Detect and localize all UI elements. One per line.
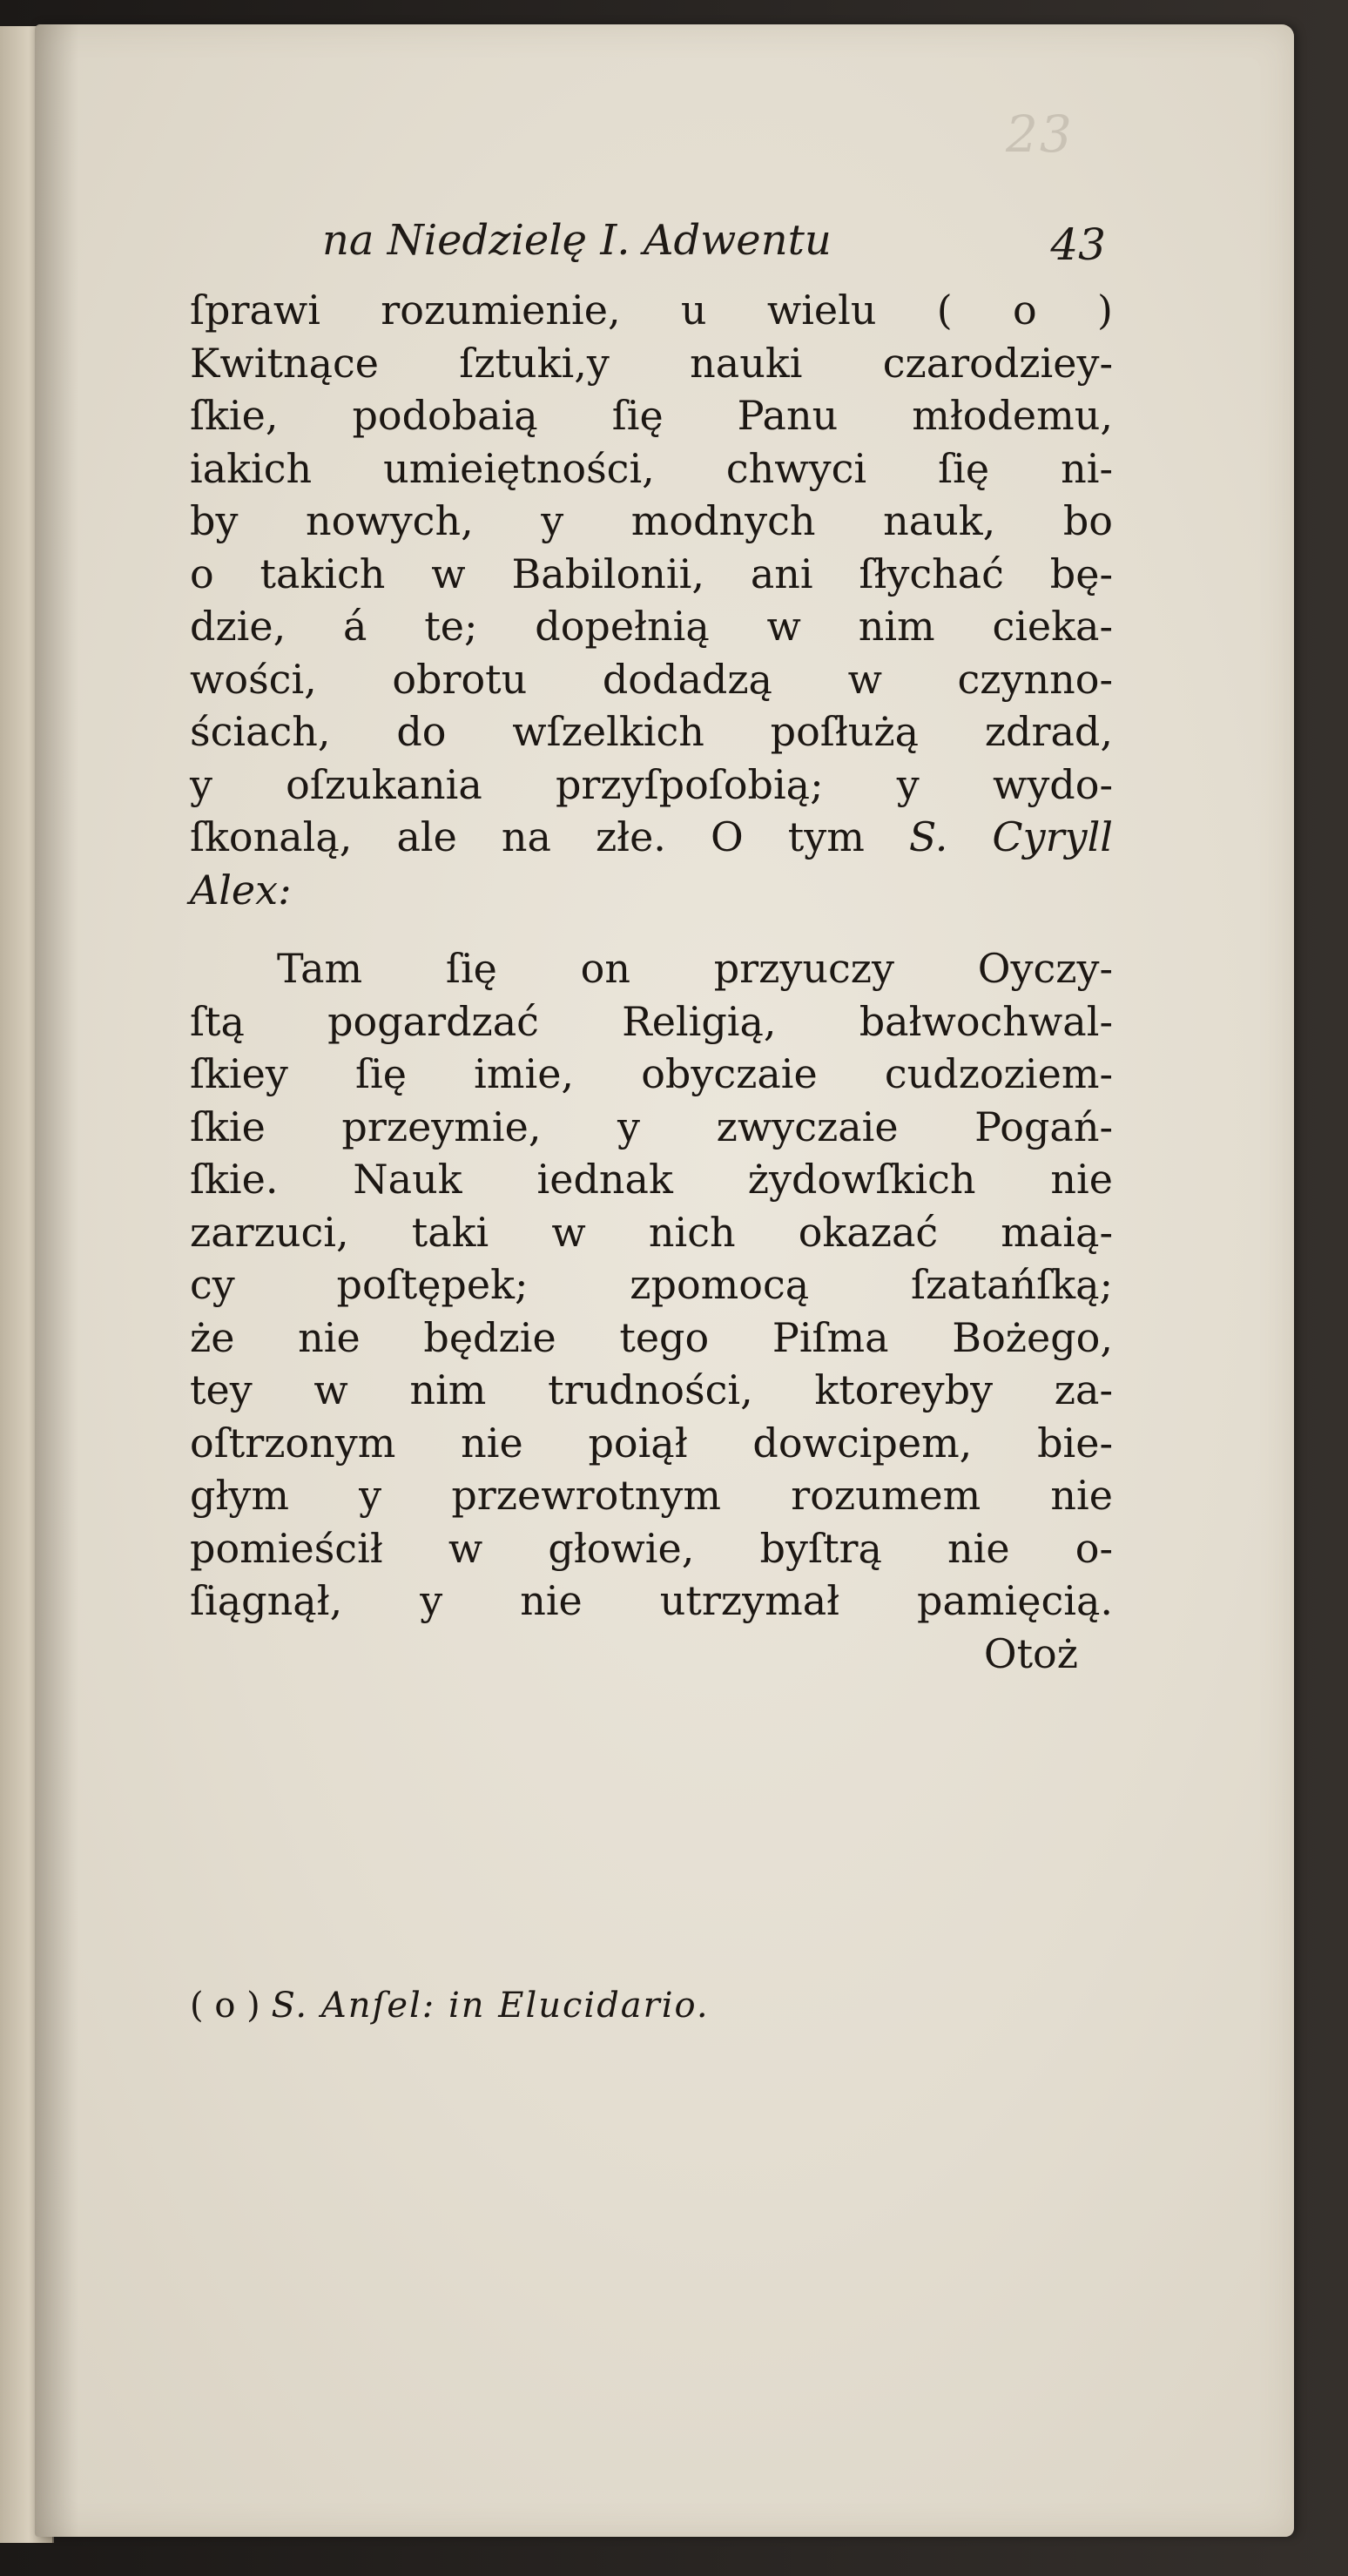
- text-line: wości, obrotu dodadzą w czynno-: [190, 655, 1113, 703]
- text-line: tey w nim trudności, ktoreyby za-: [190, 1366, 1113, 1413]
- gutter-shadow: [35, 24, 78, 2537]
- text-line: ściach, do wſzelkich poſłużą zdrad,: [190, 708, 1113, 755]
- text-line: ſkie przeymie, y zwyczaie Pogań-: [190, 1103, 1113, 1150]
- text-line: ſkiey ſię imie, obyczaie cudzoziem-: [190, 1050, 1113, 1097]
- text-line: ſprawi rozumienie, u wielu ( o ): [190, 287, 1113, 334]
- pencil-folio-number: 23: [1006, 105, 1074, 164]
- citation-end: Alex:: [190, 866, 292, 914]
- text-line: Kwitnące ſztuki,y nauki czarodziey-: [190, 339, 1113, 387]
- text-line: by nowych, y modnych nauk, bo: [190, 497, 1113, 544]
- text-line: ſkonalą, ale na złe. O tym: [190, 813, 865, 860]
- text-line: pomieścił w głowie, byſtrą nie o-: [190, 1524, 1113, 1572]
- text-line: o takich w Babilonii, ani ſłychać bę-: [190, 550, 1113, 597]
- text-line: dzie, á te; dopełnią w nim cieka-: [190, 603, 1113, 650]
- body-text: [190, 284, 1113, 1680]
- text-line: ſkie, podobaią ſię Panu młodemu,: [190, 392, 1113, 439]
- text-line: głym y przewrotnym rozumem nie: [190, 1472, 1113, 1519]
- text-line: [190, 864, 1113, 917]
- text-line: zarzuci, taki w nich okazać maią-: [190, 1208, 1113, 1256]
- footnote: [190, 1986, 710, 2026]
- text-line: że nie będzie tego Piſma Bożego,: [190, 1313, 1113, 1361]
- text-line: cy poſtępek; zpomocą ſzatańſką;: [190, 1261, 1113, 1308]
- page-number: 43: [1050, 219, 1106, 270]
- paragraph-gap: [190, 916, 1113, 942]
- text-line: ſtą pogardzać Religią, bałwochwal-: [190, 997, 1113, 1045]
- text-line: Tam ſię on przyuczy Oyczy-: [277, 945, 1113, 992]
- text-line: iakich umieiętności, chwyci ſię ni-: [190, 444, 1113, 492]
- footnote-text: S. Anſel: in Elucidario.: [271, 1986, 710, 2026]
- running-head-title: na Niedzielę I. Adwentu: [322, 216, 832, 265]
- text-line: y oſzukania przyſpoſobią; y wydo-: [190, 760, 1113, 808]
- footnote-marker: ( o ): [190, 1986, 260, 2026]
- running-head: [287, 200, 1106, 270]
- text-line: ſiągnął, y nie utrzymał pamięcią.: [190, 1577, 1113, 1624]
- text-line-with-citation: [190, 811, 1113, 864]
- citation: S. Cyryll: [908, 813, 1113, 860]
- text-line: ſkie. Nauk iednak żydowſkich nie: [190, 1156, 1113, 1203]
- catchword: Otoż: [983, 1629, 1078, 1677]
- text-line: oſtrzonym nie poiął dowcipem, bie-: [190, 1419, 1113, 1467]
